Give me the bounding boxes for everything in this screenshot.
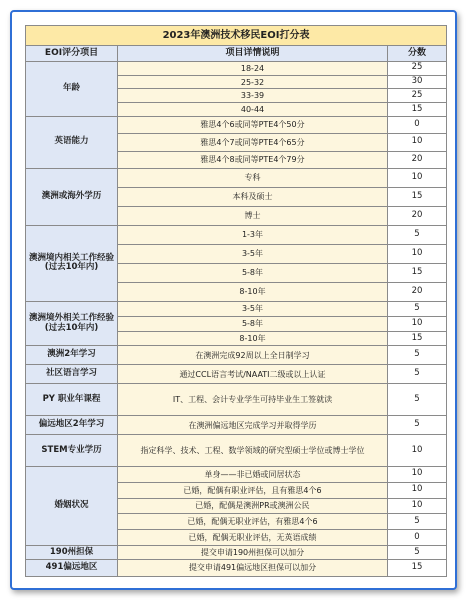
category-cell: STEM专业学历 [26, 435, 118, 467]
detail-cell: 已婚，配偶是澳洲PR或澳洲公民 [118, 498, 388, 514]
detail-cell: 8-10年 [118, 331, 388, 346]
detail-cell: 专科 [118, 168, 388, 187]
detail-cell: 5-8年 [118, 316, 388, 331]
detail-cell: 雅思4个8或同等PTE4个79分 [118, 151, 388, 168]
table-row [26, 168, 447, 187]
table-row [26, 225, 447, 244]
table-row [26, 301, 447, 316]
detail-cell: 提交申请491偏远地区担保可以加分 [118, 559, 388, 576]
detail-cell: 在澳洲完成92周以上全日制学习 [118, 346, 388, 365]
detail-cell: 提交申请190州担保可以加分 [118, 546, 388, 560]
header-row [26, 46, 447, 62]
score-cell: 15 [388, 187, 447, 206]
category-cell: 婚姻状况 [26, 466, 118, 545]
category-cell: 澳洲2年学习 [26, 346, 118, 365]
header-score: 分数 [388, 46, 447, 62]
category-cell: 190州担保 [26, 546, 118, 560]
score-cell: 15 [388, 103, 447, 117]
score-cell: 10 [388, 133, 447, 151]
detail-cell: 5-8年 [118, 263, 388, 282]
score-cell: 10 [388, 466, 447, 482]
table-row [26, 384, 447, 416]
table-frame [10, 10, 457, 590]
detail-cell: 3-5年 [118, 301, 388, 316]
detail-cell: 雅思4个7或同等PTE4个65分 [118, 133, 388, 151]
detail-cell: 18-24 [118, 62, 388, 76]
score-cell: 0 [388, 116, 447, 133]
detail-cell: 已婚，配偶无职业评估，有雅思4个6 [118, 514, 388, 530]
score-cell: 20 [388, 151, 447, 168]
score-cell: 10 [388, 316, 447, 331]
score-cell: 5 [388, 384, 447, 416]
table-body [26, 62, 447, 577]
detail-cell: IT、工程、会计专业学生可持毕业生工签就读 [118, 384, 388, 416]
detail-cell: 在澳洲偏远地区完成学习并取得学历 [118, 416, 388, 435]
title-row [26, 26, 447, 46]
detail-cell: 33-39 [118, 89, 388, 103]
score-cell: 10 [388, 244, 447, 263]
category-cell: PY 职业年课程 [26, 384, 118, 416]
detail-cell: 雅思4个6或同等PTE4个50分 [118, 116, 388, 133]
score-cell: 5 [388, 365, 447, 384]
category-cell: 偏远地区2年学习 [26, 416, 118, 435]
detail-cell: 25-32 [118, 75, 388, 89]
category-cell: 英语能力 [26, 116, 118, 168]
eoi-points-table [25, 25, 447, 577]
category-cell: 491偏远地区 [26, 559, 118, 576]
category-cell: 年龄 [26, 62, 118, 117]
detail-cell: 博士 [118, 206, 388, 225]
score-cell: 5 [388, 225, 447, 244]
table-row [26, 62, 447, 76]
table-row [26, 416, 447, 435]
score-cell: 25 [388, 62, 447, 76]
table-row [26, 116, 447, 133]
score-cell: 5 [388, 301, 447, 316]
category-cell: 社区语言学习 [26, 365, 118, 384]
detail-cell: 8-10年 [118, 282, 388, 301]
score-cell: 5 [388, 514, 447, 530]
score-cell: 10 [388, 168, 447, 187]
score-cell: 5 [388, 346, 447, 365]
score-cell: 10 [388, 482, 447, 498]
table-row [26, 559, 447, 576]
score-cell: 5 [388, 546, 447, 560]
detail-cell: 单身——非已婚或同居状态 [118, 466, 388, 482]
score-cell: 5 [388, 416, 447, 435]
detail-cell: 1-3年 [118, 225, 388, 244]
category-cell: 澳洲境外相关工作经验 (过去10年内) [26, 301, 118, 345]
table-title: 2023年澳洲技术移民EOI打分表 [26, 26, 447, 46]
table-row [26, 365, 447, 384]
score-cell: 30 [388, 75, 447, 89]
table-row [26, 435, 447, 467]
detail-cell: 40-44 [118, 103, 388, 117]
table-row [26, 346, 447, 365]
score-cell: 20 [388, 282, 447, 301]
score-cell: 15 [388, 559, 447, 576]
detail-cell: 3-5年 [118, 244, 388, 263]
score-cell: 15 [388, 263, 447, 282]
header-detail: 项目详情说明 [118, 46, 388, 62]
category-cell: 澳洲境内相关工作经验 (过去10年内) [26, 225, 118, 301]
detail-cell: 已婚，配偶有职业评估，且有雅思4个6 [118, 482, 388, 498]
detail-cell: 通过CCL语言考试/NAATI二级或以上认证 [118, 365, 388, 384]
category-cell: 澳洲或海外学历 [26, 168, 118, 225]
score-cell: 25 [388, 89, 447, 103]
score-cell: 10 [388, 435, 447, 467]
score-cell: 10 [388, 498, 447, 514]
table-container [25, 25, 446, 577]
score-cell: 15 [388, 331, 447, 346]
detail-cell: 本科及硕士 [118, 187, 388, 206]
score-cell: 20 [388, 206, 447, 225]
detail-cell: 指定科学、技术、工程、数学领域的研究型硕士学位或博士学位 [118, 435, 388, 467]
table-row [26, 546, 447, 560]
score-cell: 0 [388, 530, 447, 546]
header-category: EOI评分项目 [26, 46, 118, 62]
table-row [26, 466, 447, 482]
detail-cell: 已婚，配偶无职业评估，无英语成绩 [118, 530, 388, 546]
